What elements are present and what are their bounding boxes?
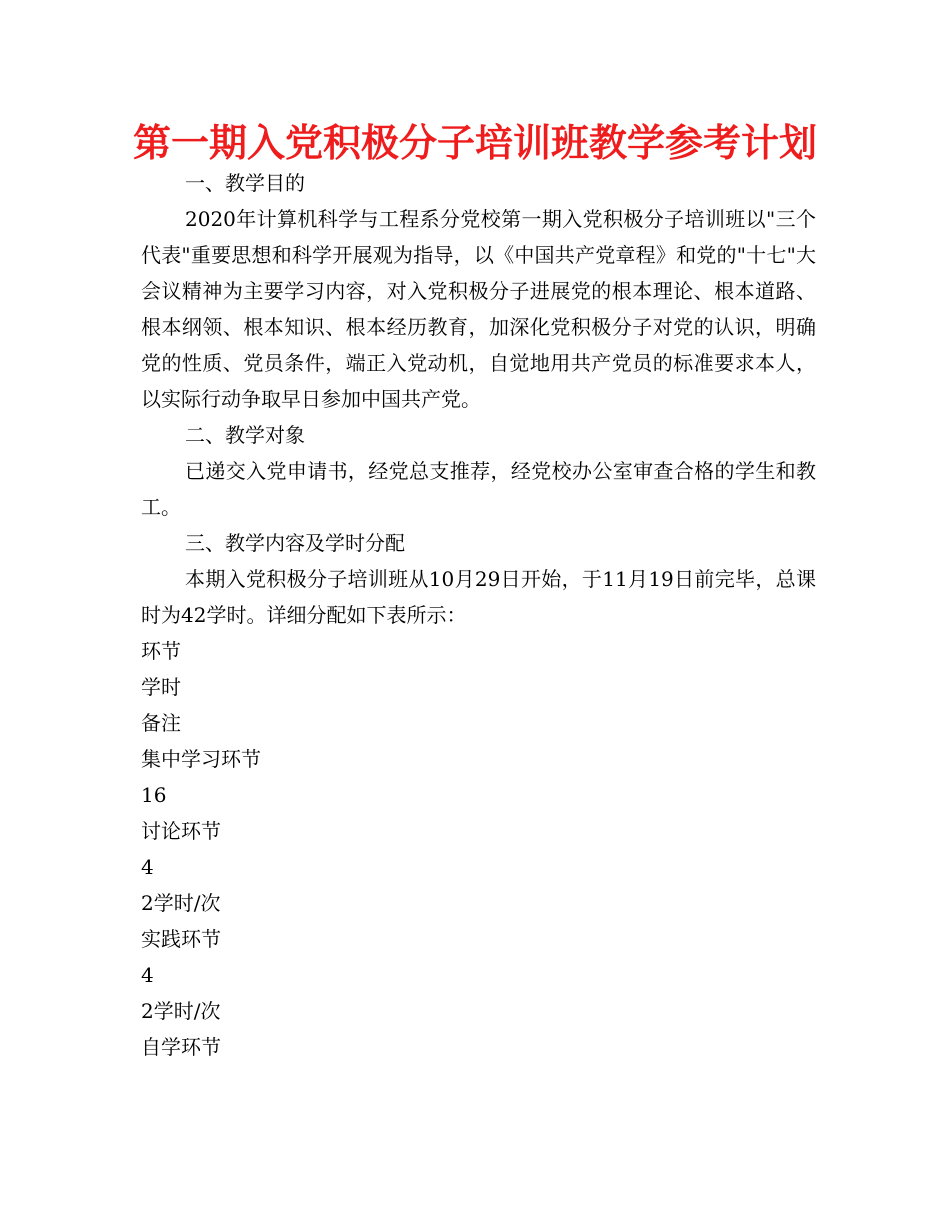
table-cell: 自学环节 xyxy=(141,1035,221,1059)
table-cell: 4 xyxy=(141,855,154,879)
schedule-table-lines xyxy=(141,633,816,1065)
table-cell: 16 xyxy=(141,783,167,807)
table-cell: 2学时/次 xyxy=(141,999,221,1023)
table-cell: 备注 xyxy=(141,711,181,735)
section-paragraph-2: 已递交入党申请书，经党总支推荐，经党校办公室审查合格的学生和教工。 xyxy=(141,459,816,519)
section-paragraph-1: 2020年计算机科学与工程系分党校第一期入党积极分子培训班以"三个代表"重要思想和科学开展观为指导，以《中国共产党章程》和党的"十七"大会议精神为主要学习内容，对入党积极分子进展党的根本理论、根本道路、根本纲领、根本知识、根本经历教育，加深化党积极分子对党的认识，明确党的性质、党员条件，端正入党动机，自觉地用共产党员的标准要求本人，以实际行动争取早日参加中国共产党。 xyxy=(141,207,816,411)
table-cell: 2学时/次 xyxy=(141,891,221,915)
table-cell: 4 xyxy=(141,963,154,987)
table-cell: 学时 xyxy=(141,675,181,699)
section-heading-1: 一、教学目的 xyxy=(185,171,305,195)
table-cell: 环节 xyxy=(141,639,181,663)
section-paragraph-3: 本期入党积极分子培训班从10月29日开始，于11月19日前完毕，总课时为42学时。详细分配如下表所示： xyxy=(141,567,816,627)
table-cell: 集中学习环节 xyxy=(141,747,261,771)
document-title: 第一期入党积极分子培训班教学参考计划 xyxy=(132,121,817,165)
section-heading-3: 三、教学内容及学时分配 xyxy=(185,531,405,555)
document-body xyxy=(141,165,816,1065)
table-cell: 实践环节 xyxy=(141,927,221,951)
section-heading-2: 二、教学对象 xyxy=(185,423,305,447)
table-cell: 讨论环节 xyxy=(141,819,221,843)
